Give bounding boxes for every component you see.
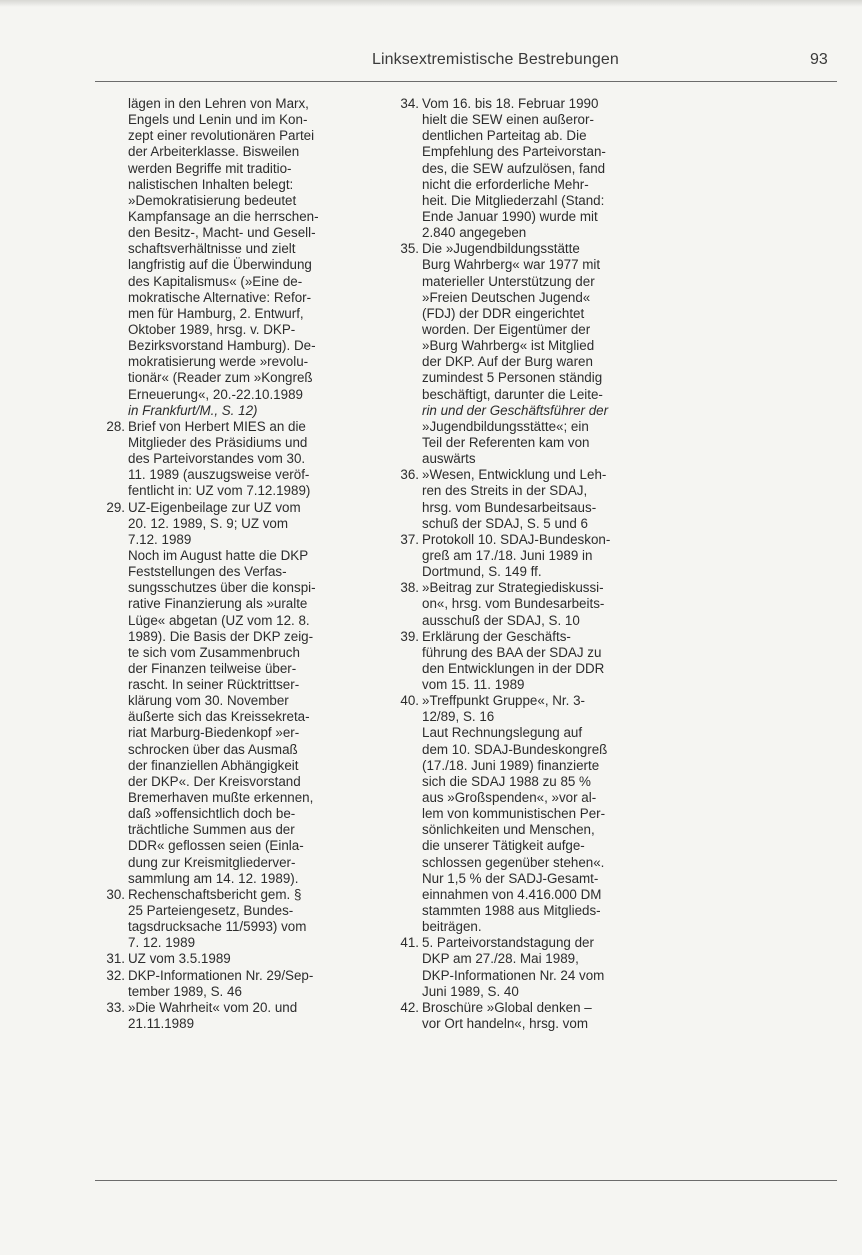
- text-line: Juni 1989, S. 40: [422, 983, 519, 999]
- footnote-item: [389, 467, 659, 532]
- left-footnote-list: [95, 419, 363, 1032]
- scan-edge-shadow: [0, 0, 862, 7]
- footnote-number: 29.: [106, 499, 125, 515]
- text-line: mokratisierung werde »revolu-: [128, 354, 309, 370]
- text-line: hrsg. vom Bundesarbeitsaus-: [422, 499, 597, 515]
- text-line: Laut Rechnungslegung auf: [422, 725, 583, 741]
- footnote-text: [128, 1000, 363, 1032]
- footnote-item: [389, 241, 659, 467]
- footnote-number: 38.: [400, 580, 419, 596]
- text-line: lägen in den Lehren von Marx,: [128, 96, 309, 111]
- footnote-27-continuation: [128, 96, 363, 419]
- text-line: der DKP. Auf der Burg waren: [422, 354, 593, 370]
- text-line: »Die Wahrheit« vom 20. und: [128, 999, 298, 1015]
- text-line: langfristig auf die Überwindung: [128, 257, 312, 273]
- text-line: materieller Unterstützung der: [422, 273, 595, 289]
- text-line: Erneuerung«, 20.-22.10.1989: [128, 386, 303, 402]
- text-line: 2.840 angegeben: [422, 225, 527, 241]
- text-line: »Jugendbildungsstätte«; ein: [422, 418, 589, 434]
- text-line: Noch im August hatte die DKP: [128, 547, 309, 563]
- text-line: UZ-Eigenbeilage zur UZ vom: [128, 499, 301, 515]
- text-line: der Finanzen teilweise über-: [128, 660, 297, 676]
- text-line: in Frankfurt/M., S. 12): [128, 402, 258, 418]
- footnote-number: 42.: [400, 999, 419, 1015]
- footnote-text: [128, 419, 363, 500]
- text-line: Bezirksvorstand Hamburg). De-: [128, 338, 316, 354]
- text-line: schuß der SDAJ, S. 5 und 6: [422, 515, 588, 531]
- text-line: lem von kommunistischen Per-: [422, 806, 606, 822]
- text-line: Mitglieder des Präsidiums und: [128, 434, 308, 450]
- text-line: schrocken über das Ausmaß: [128, 741, 298, 757]
- footer-rule: [95, 1180, 837, 1181]
- text-line: men für Hamburg, 2. Entwurf,: [128, 305, 304, 321]
- text-line: schaftsverhältnisse und zielt: [128, 241, 296, 257]
- footnote-item: [95, 1000, 363, 1032]
- footnote-text: [422, 532, 659, 580]
- text-line: beschäftigt, darunter die Leite-: [422, 386, 603, 402]
- text-line: Brief von Herbert MIES an die: [128, 418, 306, 434]
- footnote-item: [95, 887, 363, 952]
- text-line: zept einer revolutionären Partei: [128, 128, 315, 144]
- text-line: dentlichen Parteitag ab. Die: [422, 128, 587, 144]
- text-line: Rechenschaftsbericht gem. §: [128, 886, 302, 902]
- text-line: vor Ort handeln«, hrsg. vom: [422, 1016, 588, 1032]
- text-line: 20. 12. 1989, S. 9; UZ vom: [128, 515, 289, 531]
- footnote-text: [128, 500, 363, 887]
- text-line: sungsschutzes über die konspi-: [128, 580, 316, 596]
- text-line: daß »offensichtlich doch be-: [128, 806, 296, 822]
- text-line: einnahmen von 4.416.000 DM: [422, 886, 602, 902]
- text-line: Broschüre »Global denken –: [422, 999, 592, 1015]
- text-line: werden Begriffe mit traditio-: [128, 160, 292, 176]
- text-line: 7.12. 1989: [128, 531, 192, 547]
- footnote-item: [389, 532, 659, 580]
- footnote-number: 31.: [106, 951, 125, 967]
- running-header-title: Linksextremistische Bestrebungen: [372, 51, 619, 68]
- text-line: nicht die erforderliche Mehr-: [422, 176, 589, 192]
- text-line: Dortmund, S. 149 ff.: [422, 564, 542, 580]
- text-line: dung zur Kreismitgliederver-: [128, 854, 296, 870]
- footnote-text: [128, 887, 363, 952]
- header-rule: [95, 81, 837, 82]
- text-line: den Besitz-, Macht- und Gesell-: [128, 225, 316, 241]
- text-line: UZ vom 3.5.1989: [128, 951, 231, 967]
- text-line: (FDJ) der DDR eingerichtet: [422, 305, 585, 321]
- text-line: sich die SDAJ 1988 zu 85 %: [422, 773, 591, 789]
- footnote-number: 33.: [106, 999, 125, 1015]
- footnote-item: [389, 693, 659, 935]
- text-line: Burg Wahrberg« war 1977 mit: [422, 257, 601, 273]
- footnote-number: 41.: [400, 935, 419, 951]
- text-line: stammten 1988 aus Mitglieds-: [422, 903, 601, 919]
- text-line: rascht. In seiner Rücktrittser-: [128, 677, 300, 693]
- footnote-item: [389, 1000, 659, 1032]
- text-line: »Freien Deutschen Jugend«: [422, 289, 591, 305]
- page-number: 93: [810, 51, 828, 68]
- text-line: on«, hrsg. vom Bundesarbeits-: [422, 596, 605, 612]
- text-line: DDR« geflossen seien (Einla-: [128, 838, 304, 854]
- text-line: Ende Januar 1990) wurde mit: [422, 208, 598, 224]
- text-line: DKP am 27./28. Mai 1989,: [422, 951, 579, 967]
- footnote-number: 37.: [400, 531, 419, 547]
- footnote-number: 30.: [106, 886, 125, 902]
- text-line: sönlichkeiten und Menschen,: [422, 822, 595, 838]
- text-line: »Burg Wahrberg« ist Mitglied: [422, 338, 595, 354]
- text-line: 1989). Die Basis der DKP zeig-: [128, 628, 314, 644]
- footnote-text: [128, 951, 363, 967]
- text-line: vom 15. 11. 1989: [422, 677, 525, 693]
- footnote-item: [95, 951, 363, 967]
- text-line: Bremerhaven mußte erkennen,: [128, 790, 314, 806]
- text-line: des Kapitalismus« (»Eine de-: [128, 273, 303, 289]
- text-line: heit. Die Mitgliederzahl (Stand:: [422, 192, 605, 208]
- text-line: greß am 17./18. Juni 1989 in: [422, 547, 593, 563]
- text-line: Feststellungen des Verfas-: [128, 564, 287, 580]
- text-line: te sich vom Zusammenbruch: [128, 644, 300, 660]
- text-line: trächtliche Summen aus der: [128, 822, 295, 838]
- text-line: des Parteivorstandes vom 30.: [128, 451, 306, 467]
- text-line: 25 Parteiengesetz, Bundes-: [128, 903, 294, 919]
- footnote-number: 32.: [106, 967, 125, 983]
- text-line: klärung vom 30. November: [128, 693, 289, 709]
- right-footnote-list: [389, 96, 659, 1032]
- footnote-text: [422, 467, 659, 532]
- left-column: [95, 96, 363, 1032]
- text-line: tagsdrucksache 11/5993) vom: [128, 919, 307, 935]
- footnote-item: [95, 500, 363, 887]
- text-line: rative Finanzierung als »uralte: [128, 596, 308, 612]
- text-line: 21.11.1989: [128, 1016, 195, 1032]
- text-line: 12/89, S. 16: [422, 709, 495, 725]
- text-line: »Treffpunkt Gruppe«, Nr. 3-: [422, 693, 586, 709]
- footnote-text: [422, 629, 659, 694]
- text-line: auswärts: [422, 451, 476, 467]
- text-line: 5. Parteivorstandstagung der: [422, 935, 594, 951]
- text-line: ausschuß der SDAJ, S. 10: [422, 612, 580, 628]
- text-line: der Arbeiterklasse. Bisweilen: [128, 144, 300, 160]
- footnote-text: [422, 693, 659, 935]
- text-line: Vom 16. bis 18. Februar 1990: [422, 96, 599, 111]
- text-line: fentlicht in: UZ vom 7.12.1989): [128, 483, 311, 499]
- text-line: Oktober 1989, hrsg. v. DKP-: [128, 321, 296, 337]
- text-line: schlossen gegenüber stehen«.: [422, 854, 605, 870]
- text-line: nalistischen Inhalten belegt:: [128, 176, 294, 192]
- text-line: worden. Der Eigentümer der: [422, 321, 591, 337]
- text-line: Engels und Lenin und im Kon-: [128, 112, 308, 128]
- footnote-number: 40.: [400, 693, 419, 709]
- footnote-text: [422, 96, 659, 241]
- footnote-item: [95, 419, 363, 500]
- footnote-text: [422, 935, 659, 1000]
- footnote-text: [422, 241, 659, 467]
- text-line: DKP-Informationen Nr. 24 vom: [422, 967, 605, 983]
- footnote-text: [128, 968, 363, 1000]
- text-line: führung des BAA der SDAJ zu: [422, 644, 602, 660]
- footnote-number: 28.: [106, 418, 125, 434]
- text-line: zumindest 5 Personen ständig: [422, 370, 603, 386]
- text-line: (17./18. Juni 1989) finanzierte: [422, 757, 600, 773]
- text-line: des, die SEW aufzulösen, fand: [422, 160, 606, 176]
- text-line: riat Marburg-Biedenkopf »er-: [128, 725, 300, 741]
- text-line: Empfehlung des Parteivorstan-: [422, 144, 606, 160]
- text-line: sammlung am 14. 12. 1989).: [128, 870, 299, 886]
- text-line: Lüge« abgetan (UZ vom 12. 8.: [128, 612, 310, 628]
- footnote-text: [422, 1000, 659, 1032]
- text-line: Kampfansage an die herrschen-: [128, 208, 319, 224]
- text-line: mokratische Alternative: Refor-: [128, 289, 312, 305]
- text-line: tionär« (Reader zum »Kongreß: [128, 370, 313, 386]
- text-line: beiträgen.: [422, 919, 482, 935]
- footnote-number: 34.: [400, 96, 419, 111]
- text-line: die unserer Tätigkeit aufge-: [422, 838, 585, 854]
- text-line: rin und der Geschäftsführer der: [422, 402, 609, 418]
- right-column: [389, 96, 659, 1032]
- footnote-item: [389, 580, 659, 628]
- text-line: 11. 1989 (auszugsweise veröf-: [128, 467, 310, 483]
- text-line: Nur 1,5 % der SADJ-Gesamt-: [422, 870, 599, 886]
- text-line: »Demokratisierung bedeutet: [128, 192, 297, 208]
- footnote-number: 35.: [400, 241, 419, 257]
- text-line: dem 10. SDAJ-Bundeskongreß: [422, 741, 608, 757]
- text-line: Die »Jugendbildungsstätte: [422, 241, 580, 257]
- text-line: 7. 12. 1989: [128, 935, 196, 951]
- text-line: Erklärung der Geschäfts-: [422, 628, 571, 644]
- footnote-item: [389, 629, 659, 694]
- text-line: der finanziellen Abhängigkeit: [128, 757, 299, 773]
- footnote-item: [389, 935, 659, 1000]
- text-line: äußerte sich das Kreissekreta-: [128, 709, 310, 725]
- text-line: Teil der Referenten kam von: [422, 434, 590, 450]
- text-line: tember 1989, S. 46: [128, 983, 242, 999]
- footnote-text: [422, 580, 659, 628]
- footnote-number: 36.: [400, 467, 419, 483]
- text-line: »Beitrag zur Strategiediskussi-: [422, 580, 604, 596]
- text-line: DKP-Informationen Nr. 29/Sep-: [128, 967, 314, 983]
- text-line: Protokoll 10. SDAJ-Bundeskon-: [422, 531, 611, 547]
- text-line: der DKP«. Der Kreisvorstand: [128, 773, 301, 789]
- text-line: ren des Streits in der SDAJ,: [422, 483, 588, 499]
- footnote-item: [95, 968, 363, 1000]
- footnote-number: 39.: [400, 628, 419, 644]
- footnote-item: [389, 96, 659, 241]
- text-line: »Wesen, Entwicklung und Leh-: [422, 467, 607, 483]
- text-line: den Entwicklungen in der DDR: [422, 660, 605, 676]
- text-line: aus »Großspenden«, »vor al-: [422, 790, 597, 806]
- text-line: hielt die SEW einen außeror-: [422, 112, 594, 128]
